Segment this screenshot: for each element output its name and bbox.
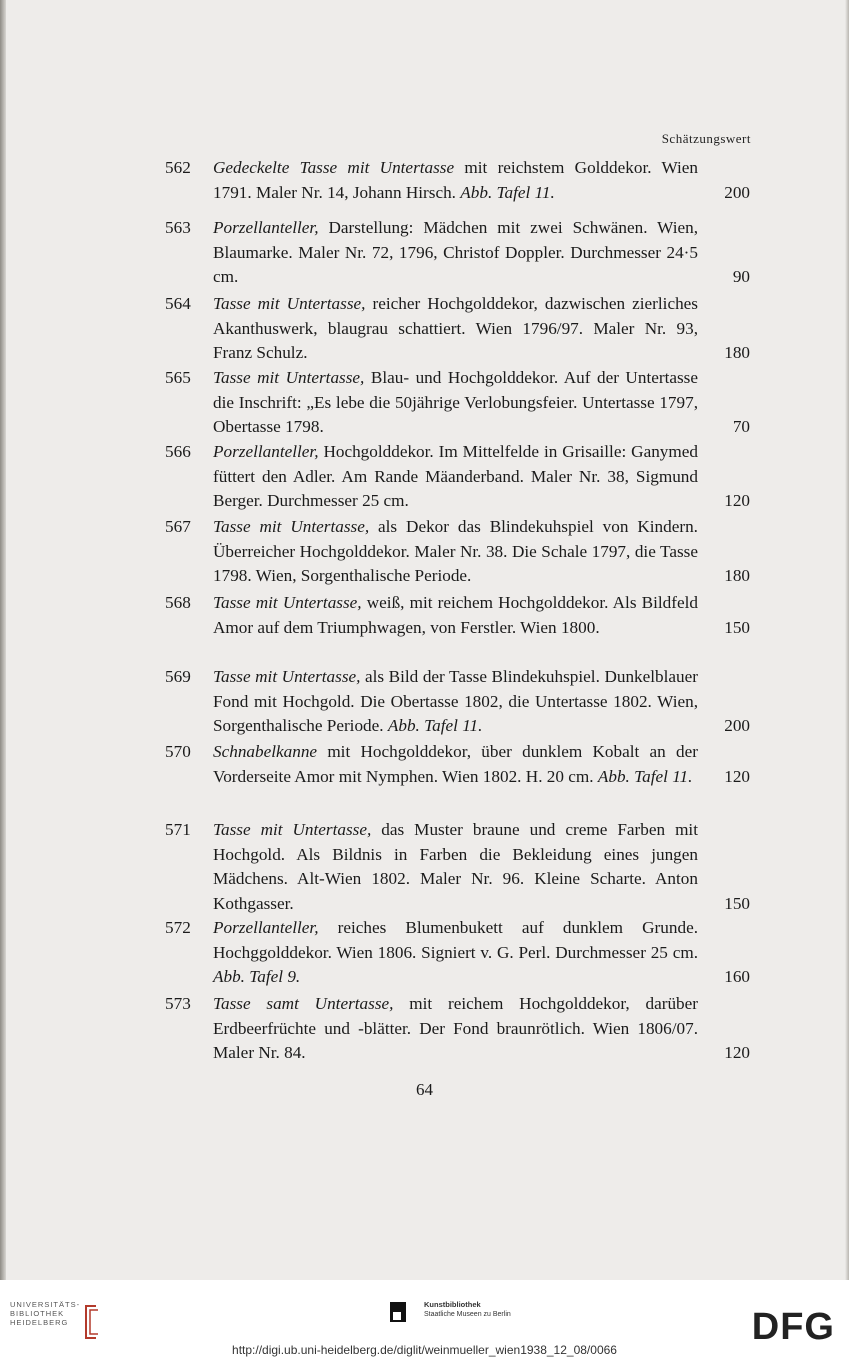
- lot-title: Tasse mit Untertasse,: [213, 517, 370, 536]
- lot-body: mit reichem Hochgolddekor, darüber Erdbeerfrüchte und -blätter. Der Fond braunrötlich. Wien 1806/07. Maler Nr. 84.: [213, 994, 698, 1063]
- catalog-entry: [165, 818, 750, 916]
- lot-body: Blau- und Hochgolddekor. Auf der Untertasse die Inschrift: „Es lebe die 50jährige Verlobungsfeier. Untertasse 1797, Obertasse 1798.: [213, 368, 698, 437]
- estimate-value: 70: [732, 417, 750, 437]
- lot-description: [213, 740, 698, 789]
- lot-description: [213, 591, 698, 640]
- lot-number: 569: [165, 667, 191, 686]
- catalog-entry: [165, 740, 750, 789]
- estimate-value: 200: [724, 716, 750, 736]
- plate-reference: Abb. Tafel 11.: [460, 182, 555, 202]
- lot-number: 566: [165, 442, 191, 461]
- column-header-estimate: Schätzungswert: [661, 131, 751, 146]
- catalog-entry: [165, 156, 750, 205]
- lot-number: 567: [165, 517, 191, 536]
- lot-description: [213, 366, 698, 440]
- estimate-value: 90: [732, 267, 750, 287]
- lot-body: mit reichstem Golddekor. Wien 1791. Maler Nr. 14, Johann Hirsch.: [213, 158, 698, 202]
- lot-title: Tasse mit Untertasse,: [213, 667, 361, 686]
- estimate-value: 150: [724, 617, 750, 637]
- lot-number: 562: [165, 158, 191, 177]
- lot-body: als Bild der Tasse Blindekuhspiel. Dunkelblauer Fond mit Hochgold. Die Obertasse 1802, die Untertasse 1802. Wien, Sorgenthalische Periode.: [213, 667, 698, 736]
- plate-reference: Abb. Tafel 9.: [213, 967, 301, 987]
- lot-description: [213, 992, 698, 1066]
- kunstbibliothek-logo[interactable]: Kunstbibliothek Staatliche Museen zu Berlin: [424, 1300, 511, 1318]
- catalog-entry: [165, 292, 750, 366]
- lot-description: [213, 515, 698, 589]
- estimate-value: 120: [724, 491, 750, 511]
- lot-number: 565: [165, 368, 191, 387]
- lot-title: Tasse samt Untertasse,: [213, 994, 394, 1013]
- lot-title: Tasse mit Untertasse,: [213, 820, 372, 839]
- lot-description: [213, 216, 698, 290]
- permalink-url[interactable]: http://digi.ub.uni-heidelberg.de/diglit/weinmueller_wien1938_12_08/0066: [232, 1343, 617, 1357]
- kunstbibliothek-logo-icon: [390, 1302, 406, 1322]
- lot-number: 563: [165, 218, 191, 237]
- catalog-entry: [165, 216, 750, 290]
- lot-number: 571: [165, 820, 191, 839]
- lot-description: [213, 156, 698, 205]
- estimate-value: 200: [724, 182, 750, 202]
- lot-number: 568: [165, 593, 191, 612]
- page-number: 64: [416, 1080, 433, 1099]
- lot-body: als Dekor das Blindekuhspiel von Kindern. Überreicher Hochgolddekor. Maler Nr. 38. Die Schale 1797, die Tasse 1798. Wien, Sorgenthalische Periode.: [213, 517, 698, 586]
- lot-body: Hochgolddekor. Im Mittelfelde in Grisaille: Ganymed füttert den Adler. Am Rande Mäanderband. Maler Nr. 38, Sigmund Berger. Durchmesser 25 cm.: [213, 442, 698, 511]
- footer: [0, 1280, 849, 1357]
- lot-description: [213, 665, 698, 739]
- lot-description: [213, 440, 698, 514]
- estimate-value: 150: [724, 893, 750, 913]
- lot-title: Porzellanteller,: [213, 442, 319, 461]
- estimate-value: 160: [724, 967, 750, 987]
- plate-reference: Abb. Tafel 11.: [387, 716, 483, 736]
- lot-title: Gedeckelte Tasse mit Untertasse: [213, 158, 455, 177]
- lot-number: 564: [165, 294, 191, 313]
- lot-body: Darstellung: Mädchen mit zwei Schwänen. Wien, Blaumarke. Maler Nr. 72, 1796, Christof Doppler. Durchmesser 24·5 cm.: [213, 218, 698, 287]
- lot-title: Tasse mit Untertasse,: [213, 368, 365, 387]
- lot-number: 570: [165, 742, 191, 761]
- catalog-entry: [165, 992, 750, 1066]
- university-library-logo[interactable]: UNIVERSITÄTS- BIBLIOTHEK HEIDELBERG: [10, 1300, 81, 1327]
- lot-body: reiches Blumenbukett auf dunklem Grunde. Hochggolddekor. Wien 1806. Signiert v. G. Perl. Durchmesser 25 cm.: [213, 918, 698, 962]
- estimate-value: 180: [724, 343, 750, 363]
- lot-title: Schnabelkanne: [213, 742, 318, 761]
- catalog-entry: [165, 591, 750, 640]
- estimate-value: 180: [724, 566, 750, 586]
- lot-number: 573: [165, 994, 191, 1013]
- catalog-entry: [165, 916, 750, 990]
- catalog-entry: [165, 366, 750, 440]
- lot-description: [213, 818, 698, 916]
- lot-title: Tasse mit Untertasse,: [213, 593, 362, 612]
- lot-body: mit Hochgolddekor, über dunklem Kobalt an der Vorderseite Amor mit Nymphen. Wien 1802. H. 20 cm.: [213, 742, 698, 786]
- estimate-value: 120: [724, 1043, 750, 1063]
- lot-title: Porzellanteller,: [213, 918, 319, 937]
- university-bracket-icon: [80, 1304, 100, 1340]
- catalog-entry: [165, 515, 750, 589]
- lot-description: [213, 916, 698, 990]
- lot-description: [213, 292, 698, 366]
- catalog-entry: [165, 440, 750, 514]
- lot-body: reicher Hochgolddekor, dazwischen zierliches Akanthuswerk, blaugrau schattiert. Wien 1796/97. Maler Nr. 93, Franz Schulz.: [213, 294, 698, 363]
- lot-body: weiß, mit reichem Hochgolddekor. Als Bildfeld Amor auf dem Triumphwagen, von Ferstler. Wien 1800.: [213, 593, 698, 637]
- estimate-value: 120: [724, 766, 750, 786]
- dfg-logo[interactable]: DFG: [751, 1306, 835, 1348]
- catalog-entry: [165, 665, 750, 739]
- plate-reference: Abb. Tafel 11.: [597, 766, 693, 786]
- lot-body: das Muster braune und creme Farben mit Hochgold. Als Bildnis in Farben die Bekleidung eines jungen Mädchens. Alt-Wien 1802. Maler Nr. 96. Kleine Scharte. Anton Kothgasser.: [213, 820, 698, 913]
- lot-number: 572: [165, 918, 191, 937]
- lot-title: Tasse mit Untertasse,: [213, 294, 366, 313]
- lot-title: Porzellanteller,: [213, 218, 319, 237]
